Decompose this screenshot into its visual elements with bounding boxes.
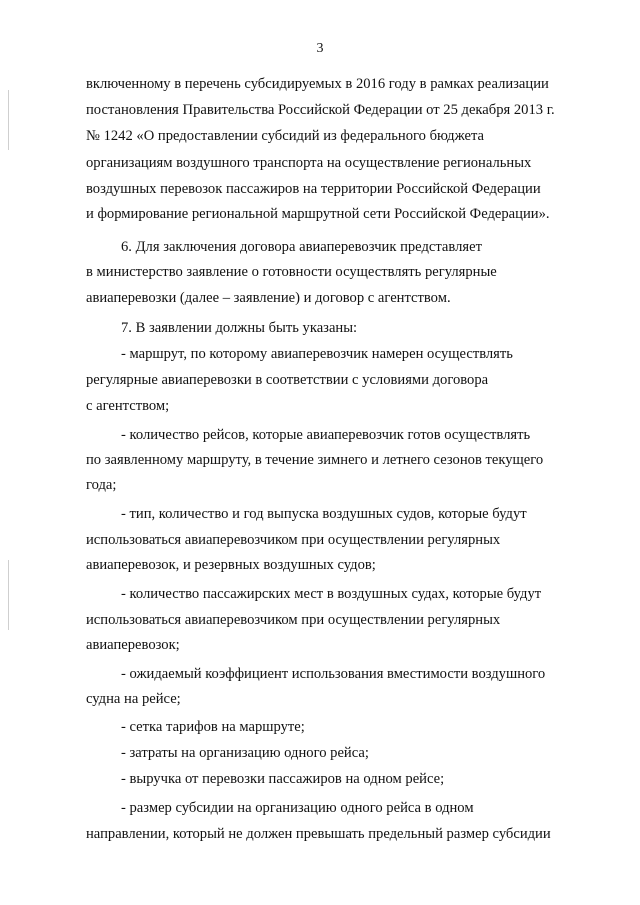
text-line: - количество рейсов, которые авиаперевозчик готов осуществлять	[121, 427, 531, 443]
scan-margin-mark	[8, 560, 9, 630]
text-line: постановления Правительства Российской Федерации от 25 декабря 2013 г.	[86, 102, 555, 118]
text-line: регулярные авиаперевозки в соответствии с условиями договора	[86, 372, 489, 388]
text-line: - маршрут, по которому авиаперевозчик намерен осуществлять	[121, 346, 513, 362]
text-line: 6. Для заключения договора авиаперевозчик представляет	[121, 239, 482, 255]
text-line: - ожидаемый коэффициент использования вместимости воздушного	[121, 666, 546, 682]
text-line: авиаперевозок, и резервных воздушных судов;	[86, 557, 376, 573]
text-line: использоваться авиаперевозчиком при осуществлении регулярных	[86, 612, 501, 628]
text-line: - количество пассажирских мест в воздушных судах, которые будут	[121, 586, 542, 602]
text-line: - сетка тарифов на маршруте;	[121, 719, 305, 735]
text-line: года;	[86, 477, 117, 493]
text-line: авиаперевозки (далее – заявление) и договор с агентством.	[86, 290, 451, 306]
text-line: авиаперевозок;	[86, 637, 180, 653]
text-line: направлении, который не должен превышать предельный размер субсидии	[86, 826, 551, 842]
text-line: - тип, количество и год выпуска воздушных судов, которые будут	[121, 506, 527, 522]
text-line: № 1242 «О предоставлении субсидий из федерального бюджета	[86, 128, 485, 144]
text-line: и формирование региональной маршрутной сети Российской Федерации».	[86, 206, 550, 222]
text-line: использоваться авиаперевозчиком при осуществлении регулярных	[86, 532, 501, 548]
text-line: в министерство заявление о готовности осуществлять регулярные	[86, 264, 497, 280]
text-line: включенному в перечень субсидируемых в 2016 году в рамках реализации	[86, 76, 549, 92]
text-line: судна на рейсе;	[86, 691, 181, 707]
text-line: - затраты на организацию одного рейса;	[121, 745, 369, 761]
text-line: с агентством;	[86, 398, 170, 414]
text-line: - размер субсидии на организацию одного рейса в одном	[121, 800, 474, 816]
text-line: 7. В заявлении должны быть указаны:	[121, 320, 358, 336]
text-line: - выручка от перевозки пассажиров на одном рейсе;	[121, 771, 445, 787]
text-line: по заявленному маршруту, в течение зимнего и летнего сезонов текущего	[86, 452, 544, 468]
text-line: воздушных перевозок пассажиров на территории Российской Федерации	[86, 181, 541, 197]
scan-margin-mark	[8, 90, 9, 150]
page-number: 3	[316, 41, 324, 56]
text-line: организациям воздушного транспорта на осуществление региональных	[86, 155, 532, 171]
